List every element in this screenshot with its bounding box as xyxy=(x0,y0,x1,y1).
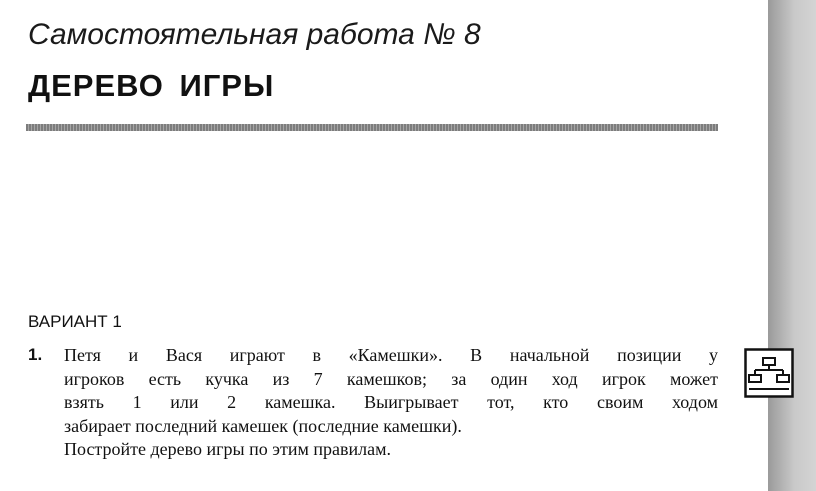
task-line: игроков есть кучка из 7 камешков; за один ход игрок может xyxy=(64,368,718,389)
divider xyxy=(26,124,718,131)
variant-label: ВАРИАНТ 1 xyxy=(28,312,122,331)
task-line: Петя и Вася играют в «Камешки». В начальной позиции у xyxy=(64,345,718,365)
work-heading: Самостоятельная работа № 8 xyxy=(28,18,481,51)
task-line: взять 1 или 2 камешка. Выигрывает тот, кто своим ходом xyxy=(64,392,718,412)
task-line: забирает последний камешек (последние камешки). xyxy=(64,415,462,436)
task-text xyxy=(64,344,718,462)
task-number: 1. xyxy=(28,345,43,364)
page-title: ДЕРЕВО ИГРЫ xyxy=(28,68,275,103)
page-edge-tab xyxy=(768,0,816,491)
tree-diagram-icon xyxy=(744,348,794,398)
task-line: Постройте дерево игры по этим правилам. xyxy=(64,439,391,459)
